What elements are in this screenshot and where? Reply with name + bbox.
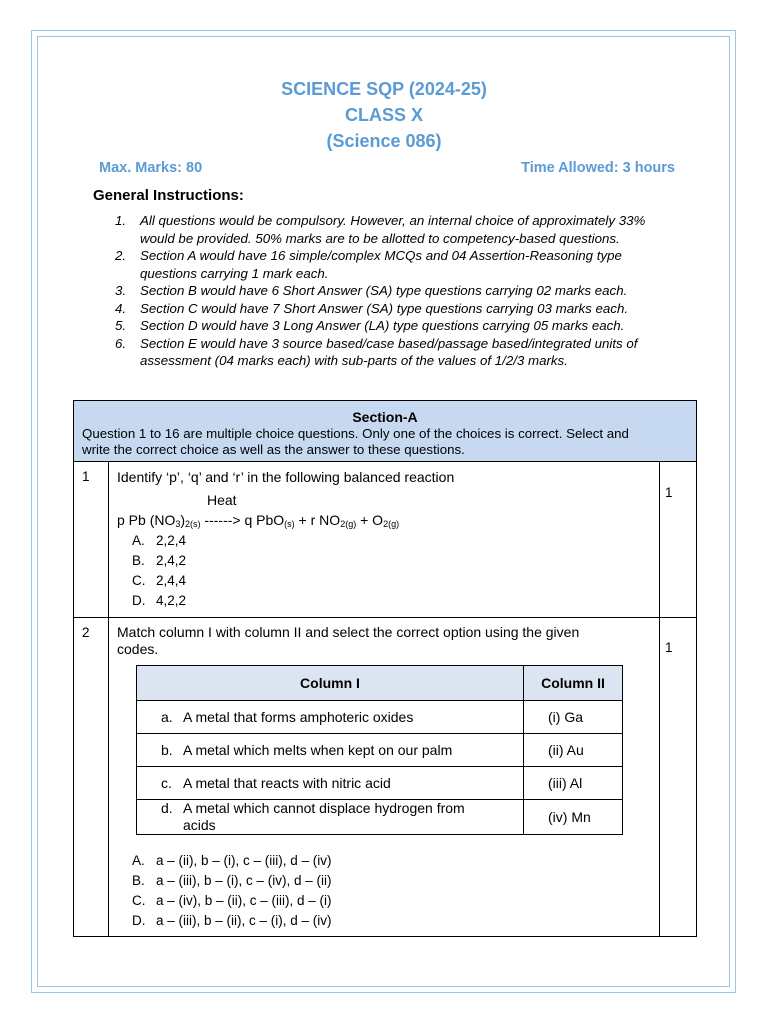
option-label: B. xyxy=(132,553,145,568)
chemical-equation xyxy=(117,512,399,533)
equation-part: p Pb (NO xyxy=(117,512,176,528)
table-row xyxy=(137,701,623,734)
instruction-text: Section D would have 3 Long Answer (LA) type questions carrying 05 marks each. xyxy=(140,318,625,333)
instructions-list xyxy=(115,212,685,370)
row-letter: a. xyxy=(161,708,173,725)
option-text: a – (ii), b – (i), c – (iii), d – (iv) xyxy=(156,853,332,868)
subject-code: (Science 086) xyxy=(326,131,442,151)
table-cell xyxy=(137,734,524,767)
cell-text-line: acids xyxy=(183,817,216,833)
instruction-item xyxy=(115,282,685,300)
column-divider xyxy=(108,462,109,937)
cell-text: A metal that forms amphoteric oxides xyxy=(183,708,414,725)
instruction-number: 4. xyxy=(115,300,127,316)
match-table xyxy=(136,665,623,835)
question-number: 1 xyxy=(82,469,90,484)
option-label: A. xyxy=(132,533,145,548)
time-allowed: Time Allowed: 3 hours xyxy=(521,160,675,176)
option-text: a – (iii), b – (ii), c – (i), d – (iv) xyxy=(156,913,332,928)
option-label: D. xyxy=(132,913,146,928)
instruction-number: 3. xyxy=(115,283,127,298)
equation-subscript: 2(s) xyxy=(185,519,201,529)
equation-subscript: 2(g) xyxy=(383,519,400,529)
row-letter: d. xyxy=(161,800,173,816)
general-instructions-heading: General Instructions: xyxy=(93,187,244,204)
table-row xyxy=(137,767,623,800)
table-cell xyxy=(137,767,524,800)
question-marks: 1 xyxy=(665,485,673,500)
row-letter: b. xyxy=(161,741,173,758)
option-item xyxy=(132,531,186,551)
instruction-number: 2. xyxy=(115,248,127,263)
section-description xyxy=(74,426,696,458)
table-row xyxy=(137,800,623,835)
section-title: Section-A xyxy=(352,409,418,425)
instruction-text: Section C would have 7 Short Answer (SA) type questions carrying 03 marks each. xyxy=(140,300,629,316)
question-text-line: codes. xyxy=(117,641,159,657)
table-cell: (i) Ga xyxy=(524,701,623,734)
table-cell xyxy=(137,800,524,835)
column-header: Column II xyxy=(524,666,623,701)
question-text-line: Match column I with column II and select the correct option using the given xyxy=(117,624,580,640)
table-row xyxy=(137,734,623,767)
column-divider xyxy=(659,462,660,937)
equation-part: + r NO xyxy=(294,512,341,528)
option-item xyxy=(132,591,186,611)
cell-text xyxy=(183,800,503,834)
option-text: 2,4,2 xyxy=(156,553,187,568)
question-text xyxy=(117,624,653,658)
option-label: C. xyxy=(132,573,146,588)
option-text: 4,2,2 xyxy=(156,593,187,608)
q2-options xyxy=(132,851,332,931)
instruction-number: 5. xyxy=(115,318,127,333)
option-text: a – (iii), b – (i), c – (iv), d – (ii) xyxy=(156,873,332,888)
option-item xyxy=(132,871,332,891)
option-text: 2,2,4 xyxy=(156,533,187,548)
column-header: Column I xyxy=(137,666,524,701)
section-description-line: write the correct choice as well as the answer to these questions. xyxy=(82,442,465,457)
table-cell: (iii) Al xyxy=(524,767,623,800)
instruction-text: Section B would have 6 Short Answer (SA) type questions carrying 02 marks each. xyxy=(140,283,628,298)
option-item xyxy=(132,891,332,911)
max-marks: Max. Marks: 80 xyxy=(99,160,203,176)
class-title: CLASS X xyxy=(344,105,423,125)
question-marks: 1 xyxy=(665,640,673,655)
question-text: Identify ‘p’, ‘q’ and ‘r’ in the following balanced reaction xyxy=(117,469,455,485)
instruction-text: Section E would have 3 source based/case based/passage based/integrated units of xyxy=(140,335,638,351)
table-cell xyxy=(137,701,524,734)
instruction-number: 6. xyxy=(115,335,127,351)
option-text: 2,4,4 xyxy=(156,573,187,588)
question-number: 2 xyxy=(82,625,90,640)
row-letter: c. xyxy=(161,774,172,791)
table-cell: (ii) Au xyxy=(524,734,623,767)
table-header-row xyxy=(137,666,623,701)
instruction-item xyxy=(115,335,685,370)
option-text: a – (iv), b – (ii), c – (iii), d – (i) xyxy=(156,893,332,908)
option-item xyxy=(132,551,186,571)
section-a-header xyxy=(74,401,696,462)
instruction-text: would be provided. 50% marks are to be allotted to competency-based questions. xyxy=(140,230,620,246)
cell-text-line: A metal which cannot displace hydrogen from xyxy=(183,800,465,816)
reaction-condition: Heat xyxy=(207,492,237,508)
equation-subscript: 2(g) xyxy=(340,519,357,529)
option-item xyxy=(132,851,332,871)
row-divider xyxy=(74,617,696,618)
option-label: C. xyxy=(132,893,146,908)
option-label: B. xyxy=(132,873,145,888)
paper-title: SCIENCE SQP (2024-25) xyxy=(281,79,487,99)
option-label: D. xyxy=(132,593,146,608)
table-cell: (iv) Mn xyxy=(524,800,623,835)
instruction-item xyxy=(115,300,685,318)
equation-part: ------> q PbO xyxy=(200,512,285,528)
cell-text: A metal which melts when kept on our palm xyxy=(183,741,453,758)
instruction-item xyxy=(115,212,685,247)
instruction-text: assessment (04 marks each) with sub-parts of the values of 1/2/3 marks. xyxy=(140,353,568,368)
instruction-item xyxy=(115,247,685,282)
instruction-item xyxy=(115,317,685,335)
equation-part: ) xyxy=(180,512,186,528)
instruction-text: Section A would have 16 simple/complex MCQs and 04 Assertion-Reasoning type xyxy=(140,248,622,263)
option-item xyxy=(132,571,186,591)
equation-subscript: (s) xyxy=(284,519,295,529)
instruction-number: 1. xyxy=(115,213,127,228)
equation-part: + O xyxy=(356,512,384,528)
q1-options xyxy=(132,531,186,611)
option-item xyxy=(132,911,332,931)
equation-subscript: 3 xyxy=(175,519,181,529)
instruction-text: questions carrying 1 mark each. xyxy=(140,265,329,281)
option-label: A. xyxy=(132,853,145,868)
cell-text: A metal that reacts with nitric acid xyxy=(183,774,391,791)
section-description-line: Question 1 to 16 are multiple choice questions. Only one of the choices is correct. Select and xyxy=(82,426,629,441)
instruction-text: All questions would be compulsory. However, an internal choice of approximately 33% xyxy=(140,213,646,228)
